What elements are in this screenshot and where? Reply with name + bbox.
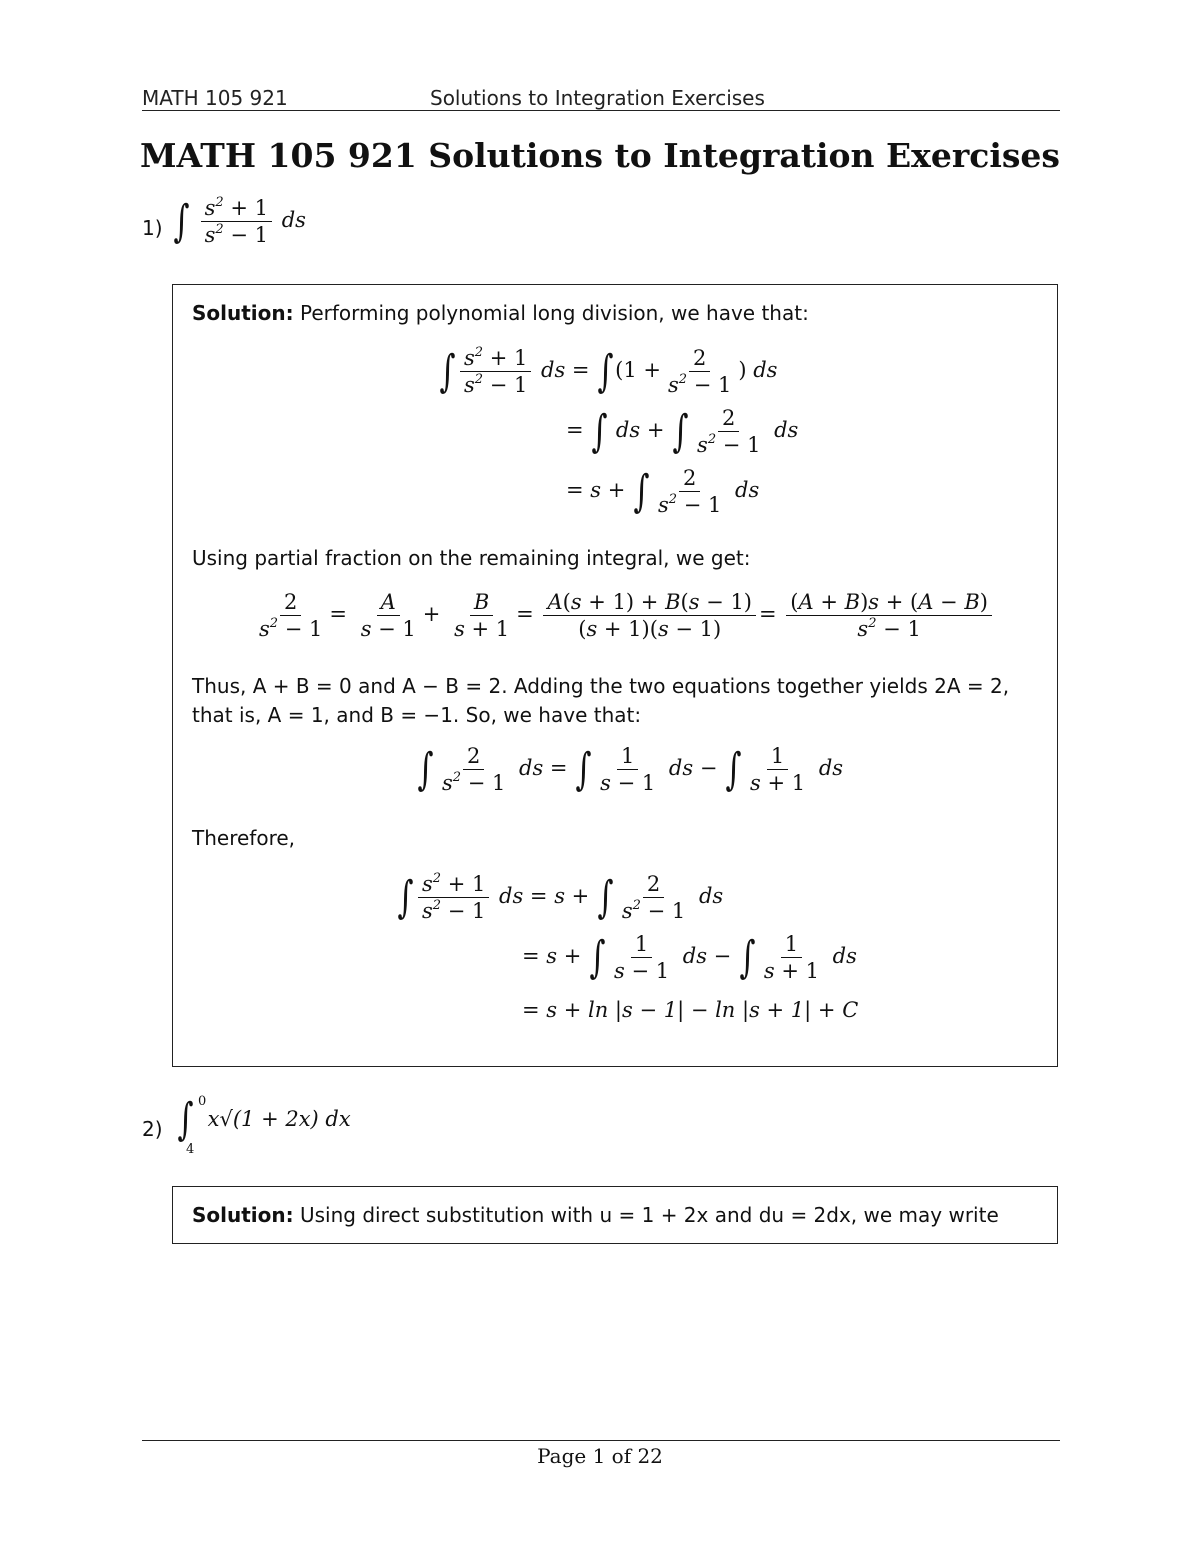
- page-title: MATH 105 921 Solutions to Integration Exercises: [139, 136, 1061, 175]
- eq-final-3: = s + ln |s − 1| − ln |s + 1| + C: [522, 998, 859, 1022]
- solution-2-label: Solution:: [192, 1203, 294, 1227]
- header-course: MATH 105 921: [142, 86, 288, 110]
- problem-2-upper-limit: 0: [198, 1094, 207, 1109]
- solution-1-label: Solution:: [192, 301, 294, 325]
- page-number: Page 1 of 22: [537, 1444, 663, 1468]
- eq-division-1: ∫ $\frac{s^2 + 1}{s^2 - 1}$ ds = ∫(1 + $\frac{2}{s^2 - 1}$ ) ds: [439, 345, 778, 398]
- solution-1-intro: [192, 301, 809, 325]
- eq-split-integral: ∫ $\frac{2}{s^2 - 1}$ ds = ∫ $\frac{1}{s - 1}$ ds − ∫ $\frac{1}{s + 1}$ ds: [417, 743, 844, 796]
- problem-2-lower-limit: 4: [186, 1142, 195, 1157]
- thus-line-2: that is, A = 1, and B = −1. So, we have that:: [192, 703, 642, 727]
- solution-1-intro-text: Performing polynomial long division, we have that:: [300, 301, 809, 325]
- partial-fraction-intro: Using partial fraction on the remaining integral, we get:: [192, 546, 751, 570]
- problem-2-integral: ∫ 0 4 x√(1 + 2x) dx: [177, 1094, 351, 1157]
- problem-1-number: 1): [142, 216, 163, 240]
- thus-line-1: Thus, A + B = 0 and A − B = 2. Adding the two equations together yields 2A = 2,: [192, 674, 1010, 698]
- solution-2-text: [192, 1203, 999, 1227]
- eq-division-3: = s + ∫ $\frac{2}{s^2 - 1}$ ds: [566, 465, 760, 518]
- therefore-text: Therefore,: [192, 826, 296, 850]
- problem-2-number: 2): [142, 1117, 163, 1141]
- solution-2-body: Using direct substitution with u = 1 + 2x and du = 2dx, we may write: [300, 1203, 999, 1227]
- eq-final-1: ∫ $\frac{s^2 + 1}{s^2 - 1}$ ds = s + ∫ $\frac{2}{s^2 - 1}$ ds: [397, 871, 724, 924]
- footer-rule: [142, 1440, 1060, 1441]
- eq-division-2: = ∫ ds + ∫ $\frac{2}{s^2 - 1}$ ds: [566, 405, 799, 458]
- problem-1-integral: ∫ $\frac{s^2 + 1}{s^2 - 1}$ ds: [173, 195, 306, 248]
- header-rule: [142, 110, 1060, 111]
- eq-partial-fraction: $\frac{2}{s^2 - 1}$ = $\frac{A}{s - 1}$ + $\frac{B}{s + 1}$ = $\frac{A(s + 1) + B(s - 1)}{(s + 1)(s - 1)}$ = $\frac{(A + B)s + (A - B)}{s^2 - 1}$: [252, 590, 995, 641]
- header-title: Solutions to Integration Exercises: [430, 86, 765, 110]
- problem-2-integrand: x√(1 + 2x) dx: [207, 1106, 351, 1131]
- eq-final-2: = s + ∫ $\frac{1}{s - 1}$ ds − ∫ $\frac{1}{s + 1}$ ds: [522, 931, 857, 984]
